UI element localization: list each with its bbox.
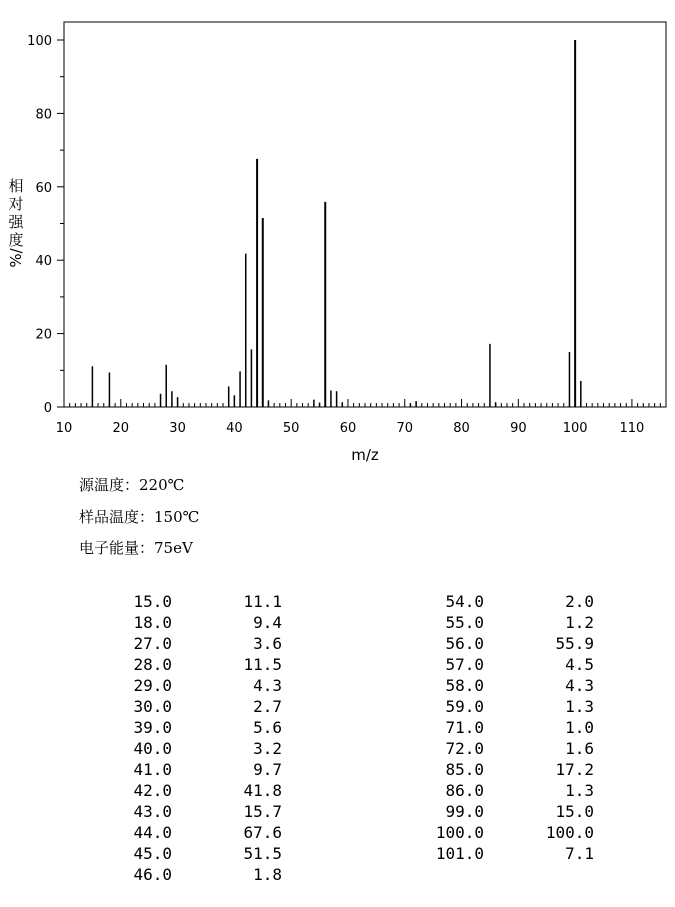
table-cell: 29.0 xyxy=(133,676,172,695)
table-cell: 9.4 xyxy=(253,613,282,632)
table-cell: 7.1 xyxy=(565,844,594,863)
table-cell: 99.0 xyxy=(445,802,484,821)
y-tick-label: 100 xyxy=(27,34,52,49)
table-cell: 56.0 xyxy=(445,634,484,653)
x-tick-label: 70 xyxy=(396,421,414,436)
table-cell: 46.0 xyxy=(133,865,172,884)
table-cell: 67.6 xyxy=(243,823,282,842)
y-tick-label: 60 xyxy=(35,180,52,196)
table-cell: 15.0 xyxy=(133,592,172,611)
table-cell: 51.5 xyxy=(243,844,282,863)
table-cell: 41.8 xyxy=(243,781,282,800)
table-cell: 55.9 xyxy=(555,634,594,653)
table-cell: 11.5 xyxy=(243,655,282,674)
source-temperature: 源温度：220℃ xyxy=(79,476,185,494)
table-cell: 1.3 xyxy=(565,781,594,800)
table-cell: 100.0 xyxy=(435,823,484,842)
table-cell: 3.6 xyxy=(253,634,282,653)
table-cell: 5.6 xyxy=(253,718,282,737)
table-cell: 9.7 xyxy=(253,760,282,779)
table-cell: 43.0 xyxy=(133,802,172,821)
table-cell: 54.0 xyxy=(445,592,484,611)
peak-table-left-intensity xyxy=(210,591,282,885)
table-cell: 57.0 xyxy=(445,655,484,674)
electron-energy: 电子能量：75eV xyxy=(79,539,193,557)
x-tick-label: 50 xyxy=(282,421,300,436)
table-cell: 15.0 xyxy=(555,802,594,821)
x-tick-label: 110 xyxy=(619,421,645,436)
table-cell: 17.2 xyxy=(555,760,594,779)
table-cell: 86.0 xyxy=(445,781,484,800)
table-cell: 18.0 xyxy=(133,613,172,632)
table-cell: 40.0 xyxy=(133,739,172,758)
x-tick-label: 20 xyxy=(112,421,130,436)
peak-table-right-intensity xyxy=(510,591,594,864)
table-cell: 2.0 xyxy=(565,592,594,611)
spectrum-peaks xyxy=(92,40,580,407)
table-cell: 55.0 xyxy=(445,613,484,632)
table-cell: 4.3 xyxy=(253,676,282,695)
table-cell: 39.0 xyxy=(133,718,172,737)
table-cell: 41.0 xyxy=(133,760,172,779)
table-cell: 59.0 xyxy=(445,697,484,716)
table-cell: 4.5 xyxy=(565,655,594,674)
y-axis-label xyxy=(7,177,25,268)
x-tick-label: 10 xyxy=(55,421,73,436)
table-cell: 4.3 xyxy=(565,676,594,695)
y-tick-label: 0 xyxy=(43,401,52,416)
table-cell: 1.8 xyxy=(253,865,282,884)
table-cell: 11.1 xyxy=(243,592,282,611)
y-axis-unit: %/ xyxy=(7,248,25,268)
table-cell: 1.3 xyxy=(565,697,594,716)
table-cell: 15.7 xyxy=(243,802,282,821)
x-axis-label: m/z xyxy=(351,446,379,464)
table-cell: 1.2 xyxy=(565,613,594,632)
table-cell: 100.0 xyxy=(545,823,594,842)
x-tick-label: 100 xyxy=(562,421,588,436)
x-tick-label: 30 xyxy=(169,421,186,436)
table-cell: 42.0 xyxy=(133,781,172,800)
y-tick-label: 40 xyxy=(35,254,52,270)
table-cell: 30.0 xyxy=(133,697,172,716)
x-tick-label: 90 xyxy=(510,421,527,436)
table-cell: 101.0 xyxy=(435,844,484,863)
peak-table-left-mz xyxy=(100,591,172,885)
y-tick-label: 20 xyxy=(35,327,52,343)
y-tick-label: 80 xyxy=(35,107,52,123)
table-cell: 71.0 xyxy=(445,718,484,737)
peak-table-right-mz xyxy=(400,591,484,864)
table-cell: 58.0 xyxy=(445,676,484,695)
sample-temperature: 样品温度：150℃ xyxy=(79,508,200,526)
x-tick-label: 80 xyxy=(453,421,470,436)
table-cell: 3.2 xyxy=(253,739,282,758)
table-cell: 85.0 xyxy=(445,760,484,779)
table-cell: 28.0 xyxy=(133,655,172,674)
table-cell: 45.0 xyxy=(133,844,172,863)
table-cell: 27.0 xyxy=(133,634,172,653)
x-tick-label: 60 xyxy=(339,421,357,436)
table-cell: 2.7 xyxy=(253,697,282,716)
table-cell: 72.0 xyxy=(445,739,484,758)
x-tick-label: 40 xyxy=(226,421,243,436)
table-cell: 1.6 xyxy=(565,739,594,758)
table-cell: 44.0 xyxy=(133,823,172,842)
table-cell: 1.0 xyxy=(565,718,594,737)
y-axis-label-text: 相对强度 xyxy=(8,177,24,249)
